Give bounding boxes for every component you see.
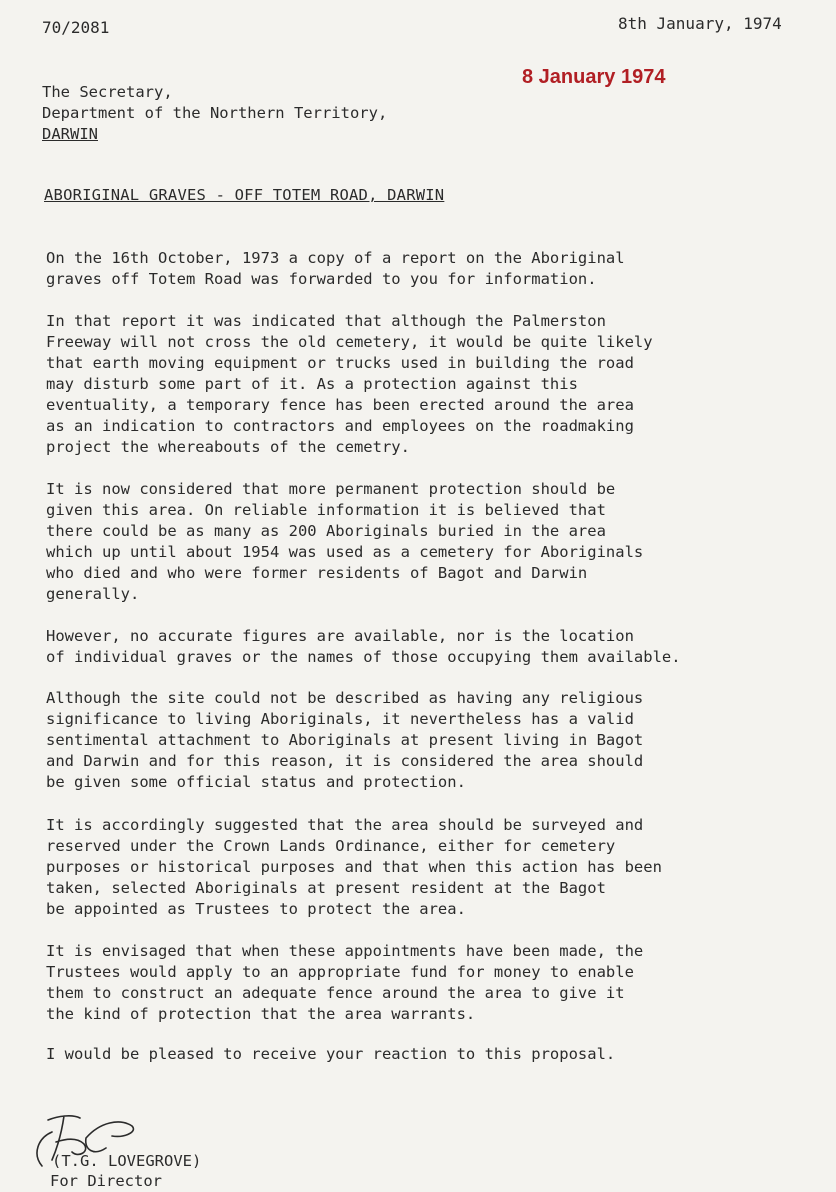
paragraph-line: may disturb some part of it. As a protection against this: [46, 375, 578, 393]
paragraph-line: them to construct an adequate fence around the area to give it: [46, 984, 625, 1002]
paragraph-line: the kind of protection that the area warrants.: [46, 1005, 476, 1023]
reference-number: 70/2081: [42, 18, 110, 37]
paragraph-line: sentimental attachment to Aboriginals at present living in Bagot: [46, 731, 644, 749]
addressee-line-1: The Secretary,: [42, 83, 173, 101]
paragraph-line: Trustees would apply to an appropriate fund for money to enable: [46, 963, 634, 981]
paragraph-line: Although the site could not be described as having any religious: [46, 689, 644, 707]
paragraph-line: who died and who were former residents of Bagot and Darwin: [46, 564, 588, 582]
paragraph-line: However, no accurate figures are available, nor is the location: [46, 627, 634, 645]
paragraph-line: eventuality, a temporary fence has been erected around the area: [46, 396, 634, 414]
paragraph-line: On the 16th October, 1973 a copy of a report on the Aboriginal: [46, 249, 625, 267]
paragraph-7: [46, 941, 643, 1025]
paragraph-line: taken, selected Aboriginals at present resident at the Bagot: [46, 879, 606, 897]
paragraph-5: [46, 688, 643, 793]
paragraph-line: graves off Totem Road was forwarded to you for information.: [46, 270, 597, 288]
paragraph-6: [46, 815, 662, 920]
paragraph-1: [46, 248, 625, 290]
addressee-line-3: DARWIN: [42, 125, 98, 143]
paragraph-line: be appointed as Trustees to protect the area.: [46, 900, 466, 918]
paragraph-8: [46, 1044, 615, 1065]
paragraph-line: purposes or historical purposes and that when this action has been: [46, 858, 662, 876]
paragraph-line: project the whereabouts of the cemetry.: [46, 438, 410, 456]
addressee-line-2: Department of the Northern Territory,: [42, 104, 388, 122]
signatory-title: For Director: [50, 1172, 162, 1190]
paragraph-line: of individual graves or the names of those occupying them available.: [46, 648, 681, 666]
paragraph-line: that earth moving equipment or trucks used in building the road: [46, 354, 634, 372]
paragraph-3: [46, 479, 643, 605]
addressee-block: [42, 82, 387, 145]
paragraph-line: In that report it was indicated that although the Palmerston: [46, 312, 606, 330]
paragraph-line: be given some official status and protection.: [46, 773, 466, 791]
paragraph-line: significance to living Aboriginals, it nevertheless has a valid: [46, 710, 634, 728]
paragraph-line: I would be pleased to receive your reaction to this proposal.: [46, 1045, 616, 1063]
paragraph-line: there could be as many as 200 Aboriginals buried in the area: [46, 522, 606, 540]
paragraph-line: reserved under the Crown Lands Ordinance, either for cemetery: [46, 837, 616, 855]
paragraph-2: [46, 311, 653, 458]
paragraph-line: generally.: [46, 585, 140, 603]
paragraph-line: and Darwin and for this reason, it is considered the area should: [46, 752, 644, 770]
subject-line: ABORIGINAL GRAVES - OFF TOTEM ROAD, DARWIN: [44, 186, 445, 204]
paragraph-line: given this area. On reliable information it is believed that: [46, 501, 606, 519]
paragraph-line: Freeway will not cross the old cemetery, it would be quite likely: [46, 333, 653, 351]
paragraph-line: It is envisaged that when these appointments have been made, the: [46, 942, 644, 960]
signature-block: [28, 1108, 288, 1192]
paragraph-line: It is now considered that more permanent protection should be: [46, 480, 616, 498]
date-annotation: 8 January 1974: [522, 66, 666, 88]
paragraph-line: as an indication to contractors and employees on the roadmaking: [46, 417, 634, 435]
paragraph-line: It is accordingly suggested that the area should be surveyed and: [46, 816, 644, 834]
signatory-name: (T.G. LOVEGROVE): [52, 1152, 202, 1170]
letter-date: 8th January, 1974: [618, 14, 782, 33]
paragraph-line: which up until about 1954 was used as a cemetery for Aboriginals: [46, 543, 644, 561]
paragraph-4: [46, 626, 681, 668]
